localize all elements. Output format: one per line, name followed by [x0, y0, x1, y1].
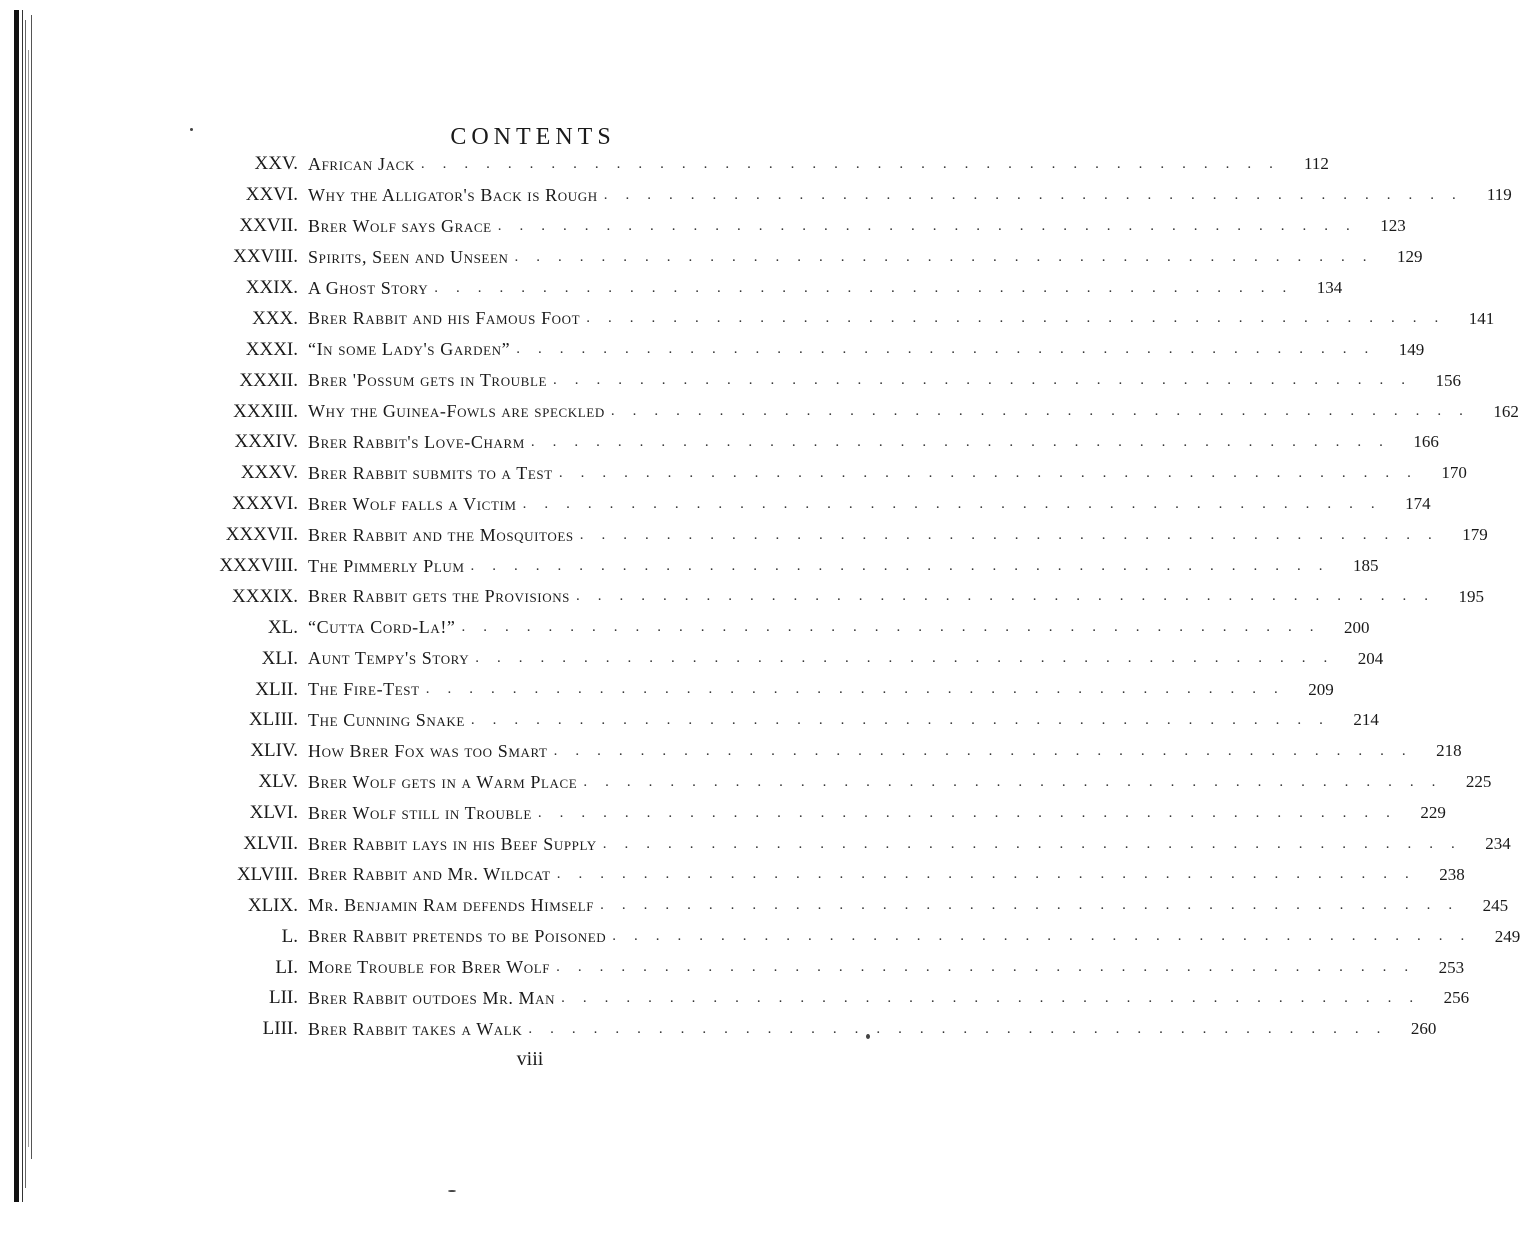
- chapter-page-number: 129: [1396, 247, 1423, 267]
- chapter-title: Brer Rabbit takes a Walk: [308, 1018, 523, 1039]
- chapter-number: XLIX.: [247, 894, 298, 916]
- chapter-title: Brer 'Possum gets in Trouble: [308, 370, 548, 391]
- dot-leader: ........................................: [461, 619, 1332, 636]
- toc-entry: [190, 829, 1511, 860]
- chapter-number: LIII.: [262, 1018, 298, 1040]
- toc-entry: [190, 581, 1485, 612]
- dot-leader: ........................................: [434, 279, 1305, 296]
- chapter-title: Brer Rabbit and Mr. Wildcat: [308, 864, 551, 885]
- chapter-number: XLVIII.: [236, 863, 298, 885]
- chapter-title: African Jack: [308, 153, 415, 174]
- speck: [448, 1190, 456, 1192]
- toc-entry: [190, 242, 1423, 273]
- chapter-page-number: 249: [1494, 926, 1520, 946]
- dot-leader: ........................................: [420, 155, 1291, 172]
- chapter-title: Spirits, Seen and Unseen: [308, 246, 509, 267]
- dot-leader: ........................................: [556, 959, 1427, 976]
- page-number: viii: [516, 1048, 544, 1070]
- chapter-title: Brer Wolf gets in a Warm Place: [308, 771, 578, 792]
- chapter-page-number: 209: [1308, 679, 1334, 699]
- dot-leader: ........................................: [602, 835, 1473, 852]
- dot-leader: ........................................: [579, 526, 1450, 543]
- chapter-title: More Trouble for Brer Wolf: [308, 957, 551, 978]
- dot-leader: ........................................: [522, 495, 1393, 512]
- chapter-number: XXXI.: [245, 338, 298, 360]
- chapter-number: XLIV.: [250, 740, 298, 762]
- toc-entry: [190, 705, 1379, 736]
- chapter-title: How Brer Fox was too Smart: [308, 740, 548, 761]
- dot-leader: ........................................: [586, 310, 1457, 327]
- dot-leader: ........................................: [603, 186, 1474, 203]
- dot-leader: ........................................: [530, 433, 1401, 450]
- chapter-number: XXX.: [252, 307, 298, 329]
- chapter-number: XXXII.: [239, 369, 298, 391]
- toc-entry: [190, 798, 1446, 829]
- dot-leader: ........................................: [612, 928, 1483, 945]
- chapter-number: XXIX.: [245, 277, 298, 298]
- toc-entry: [190, 427, 1439, 458]
- chapter-page-number: 214: [1353, 710, 1379, 730]
- chapter-page-number: 200: [1344, 617, 1370, 637]
- table-of-contents: [190, 149, 1520, 1045]
- chapter-page-number: 229: [1420, 803, 1446, 823]
- toc-entry: [190, 890, 1509, 921]
- dot-leader: ........................................: [558, 464, 1429, 481]
- chapter-title: The Fire-Test: [308, 679, 420, 700]
- toc-entry: [190, 952, 1465, 983]
- chapter-page-number: 134: [1316, 278, 1343, 297]
- toc-entry: [190, 273, 1343, 304]
- dot-leader: ........................................: [576, 588, 1447, 605]
- chapter-number: XXVIII.: [233, 246, 298, 268]
- chapter-number: XXXIX.: [232, 585, 298, 607]
- chapter-title: Brer Rabbit outdoes Mr. Man: [308, 987, 556, 1008]
- dot-leader: ........................................: [600, 897, 1471, 914]
- chapter-page-number: 238: [1439, 864, 1465, 884]
- toc-entry: [190, 736, 1462, 767]
- chapter-number: XL.: [267, 616, 298, 638]
- dot-leader: ........................................: [470, 557, 1341, 574]
- chapter-number: XXVII.: [239, 215, 298, 237]
- toc-entry: [190, 489, 1431, 520]
- chapter-page-number: 204: [1357, 648, 1384, 668]
- chapter-number: LII.: [268, 987, 298, 1009]
- toc-entry: [190, 674, 1334, 705]
- toc-entry: [190, 211, 1406, 242]
- chapter-page-number: 179: [1462, 525, 1488, 545]
- dot-leader: ........................................: [425, 681, 1296, 698]
- chapter-number: LI.: [275, 956, 298, 978]
- chapter-page-number: 166: [1413, 432, 1439, 452]
- dot-leader: ........................................: [556, 866, 1427, 883]
- toc-entry: [190, 551, 1379, 582]
- toc-entry: [190, 365, 1462, 396]
- chapter-title: The Pimmerly Plum: [308, 555, 465, 576]
- toc-entry: [190, 983, 1470, 1014]
- chapter-page-number: 234: [1485, 834, 1511, 854]
- chapter-title: A Ghost Story: [308, 277, 429, 298]
- dot-leader: ........................................: [583, 773, 1454, 790]
- chapter-title: Why the Guinea-Fowls are speckled: [308, 401, 605, 422]
- chapter-number: XXXIV.: [234, 431, 298, 453]
- toc-entry: [190, 334, 1425, 365]
- dot-leader: ........................................: [553, 372, 1424, 389]
- chapter-number: XXVI.: [245, 184, 298, 206]
- chapter-title: Brer Rabbit gets the Provisions: [308, 586, 571, 607]
- chapter-page-number: 149: [1398, 339, 1425, 359]
- toc-entry: [190, 612, 1370, 643]
- toc-entry: [190, 859, 1465, 890]
- toc-entry: [190, 396, 1519, 427]
- dot-leader: ........................................: [470, 711, 1341, 728]
- toc-entry: [190, 767, 1492, 798]
- chapter-number: XXV.: [254, 153, 298, 175]
- chapter-number: XXXIII.: [233, 400, 298, 422]
- chapter-title: Brer Rabbit submits to a Test: [308, 462, 553, 483]
- chapter-number: XXXVIII.: [219, 555, 298, 577]
- toc-entry: [190, 520, 1488, 551]
- chapter-number: XLI.: [261, 647, 298, 669]
- chapter-page-number: 123: [1380, 216, 1406, 236]
- chapter-page-number: 174: [1405, 494, 1431, 514]
- chapter-title: Brer Wolf still in Trouble: [308, 802, 532, 823]
- chapter-number: XLVI.: [249, 802, 298, 824]
- dot-leader: ........................................: [514, 248, 1385, 265]
- chapter-page-number: 162: [1493, 401, 1519, 421]
- page-title: CONTENTS: [450, 124, 616, 151]
- chapter-number: XXXV.: [240, 462, 298, 484]
- chapter-page-number: 253: [1438, 957, 1465, 977]
- chapter-page-number: 185: [1353, 556, 1379, 576]
- dot-leader: ........................................: [528, 1020, 1399, 1037]
- chapter-number: XXXVII.: [225, 524, 298, 546]
- chapter-title: Brer Rabbit's Love-Charm: [308, 431, 525, 452]
- chapter-page-number: 170: [1441, 463, 1467, 483]
- chapter-number: XLVII.: [243, 833, 298, 855]
- chapter-number: XLIII.: [248, 709, 298, 731]
- chapter-title: Brer Rabbit lays in his Beef Supply: [308, 833, 597, 854]
- chapter-title: Mr. Benjamin Ram defends Himself: [308, 895, 595, 916]
- chapter-page-number: 156: [1435, 370, 1462, 390]
- chapter-title: Brer Rabbit and the Mosquitoes: [308, 524, 574, 545]
- chapter-page-number: 256: [1443, 988, 1470, 1008]
- chapter-page-number: 112: [1303, 154, 1329, 174]
- chapter-title: The Cunning Snake: [308, 709, 465, 730]
- dot-leader: ........................................: [553, 742, 1424, 759]
- dot-leader: ........................................: [475, 650, 1346, 667]
- toc-entry: [190, 180, 1512, 211]
- chapter-title: Brer Wolf falls a Victim: [308, 493, 517, 514]
- chapter-page-number: 245: [1482, 895, 1509, 915]
- chapter-page-number: 141: [1468, 308, 1495, 328]
- dot-leader: ........................................: [537, 804, 1408, 821]
- chapter-title: Brer Rabbit and his Famous Foot: [308, 308, 581, 329]
- book-binding-edge: [14, 10, 36, 1202]
- chapter-title: Brer Rabbit pretends to be Poisoned: [308, 926, 607, 947]
- chapter-number: L.: [281, 925, 298, 947]
- toc-entry: [190, 921, 1520, 952]
- dot-leader: ........................................: [516, 341, 1387, 358]
- chapter-page-number: 119: [1486, 185, 1512, 205]
- chapter-page-number: 260: [1410, 1019, 1437, 1039]
- dot-leader: ........................................: [610, 403, 1481, 420]
- chapter-title: Aunt Tempy's Story: [308, 648, 470, 669]
- chapter-title: Why the Alligator's Back is Rough: [308, 184, 598, 205]
- dot-leader: ........................................: [561, 989, 1432, 1006]
- chapter-title: Brer Wolf says Grace: [308, 215, 492, 236]
- toc-entry: [190, 303, 1495, 334]
- chapter-page-number: 218: [1436, 741, 1462, 761]
- dot-leader: ........................................: [497, 217, 1368, 234]
- chapter-page-number: 195: [1458, 586, 1485, 606]
- chapter-page-number: 225: [1465, 772, 1492, 792]
- chapter-number: XXXVI.: [232, 493, 298, 515]
- chapter-number: XLII.: [255, 678, 298, 700]
- chapter-title: “Cutta Cord-La!”: [308, 617, 456, 638]
- toc-entry: [190, 1014, 1437, 1045]
- chapter-number: XLV.: [258, 771, 298, 793]
- toc-entry: [190, 149, 1329, 180]
- toc-entry: [190, 458, 1467, 489]
- chapter-title: “In some Lady's Garden”: [308, 339, 511, 360]
- toc-entry: [190, 643, 1384, 674]
